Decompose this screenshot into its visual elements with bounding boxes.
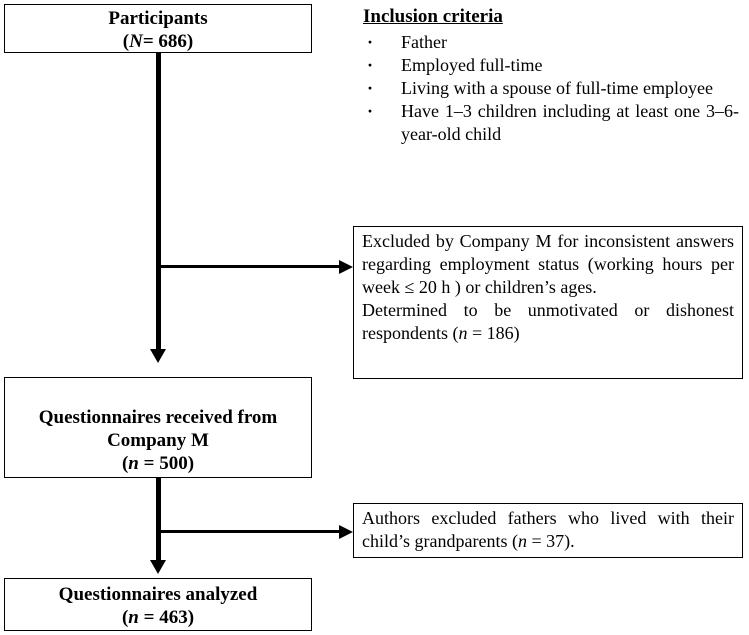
- flow-line-1: [156, 53, 161, 350]
- branch-arrow-2: [339, 525, 353, 539]
- flow-line-2: [156, 478, 161, 561]
- received-title: Questionnaires received from Company M: [38, 407, 278, 451]
- inclusion-criteria-list: [363, 31, 739, 146]
- inclusion-item: · Employed full-time: [363, 54, 739, 77]
- excluded-company-count: Determined to be unmotivated or dishonest respondents (n = 186): [362, 300, 734, 343]
- excluded-company-box: [353, 226, 743, 379]
- received-box: [4, 377, 312, 478]
- excluded-company-text: Excluded by Company M for inconsistent answers regarding employment status (working hours per week ≤ 20 h ) or children’s ages.: [362, 231, 734, 297]
- participants-count: (N= 686): [122, 31, 194, 52]
- inclusion-criteria-title: Inclusion criteria: [363, 6, 503, 27]
- branch-line-2: [161, 530, 341, 533]
- inclusion-item: · Father: [363, 31, 739, 54]
- participants-title: Participants: [108, 8, 208, 29]
- analyzed-count: (n = 463): [121, 607, 195, 628]
- excluded-authors-text: Authors excluded fathers who lived with their child’s grandparents (n = 37).: [362, 508, 734, 551]
- inclusion-item: · Living with a spouse of full-time employee: [363, 77, 739, 100]
- flow-arrow-2: [150, 560, 166, 574]
- branch-arrow-1: [339, 260, 353, 274]
- flow-arrow-1: [150, 349, 166, 363]
- received-count: (n = 500): [121, 453, 195, 474]
- excluded-authors-box: [353, 503, 743, 558]
- branch-line-1: [161, 265, 341, 268]
- participants-box: [4, 4, 312, 53]
- inclusion-item: · Have 1–3 children including at least one 3–6-year-old child: [363, 100, 739, 146]
- analyzed-box: [4, 578, 312, 631]
- analyzed-title: Questionnaires analyzed: [58, 584, 258, 605]
